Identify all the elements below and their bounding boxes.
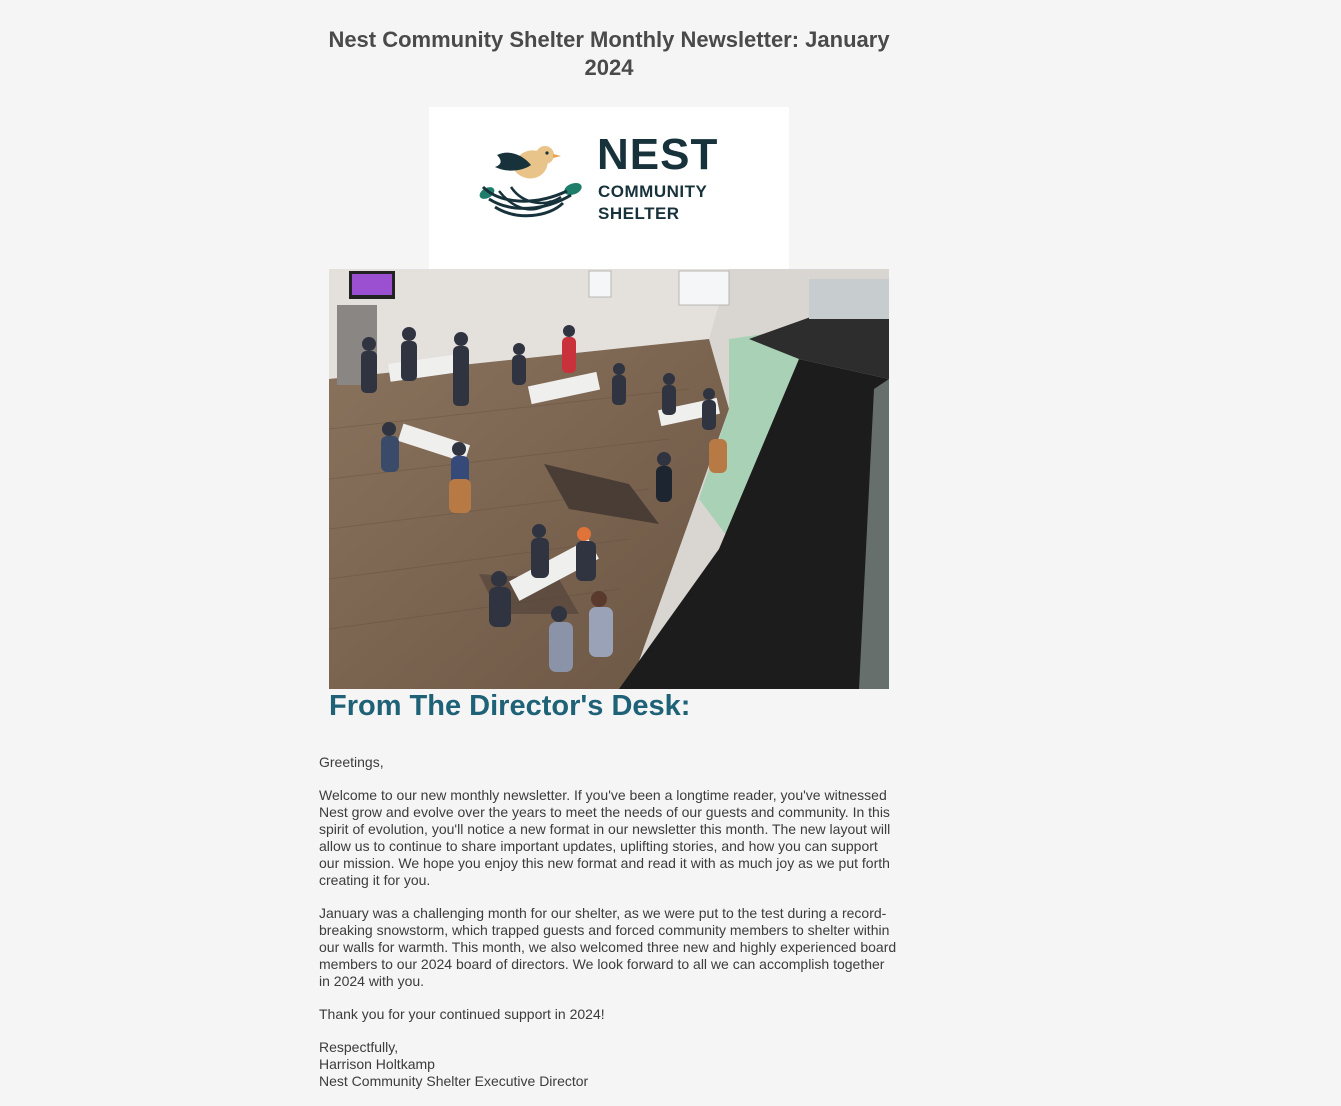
logo-banner [429,107,789,269]
shelter-dining-hall-photo [329,269,889,689]
director-letter [319,754,899,1090]
director-heading: From The Director's Desk: [329,690,691,722]
letter-signer-name: Harrison Holtkamp [319,1056,435,1072]
newsletter-title: Nest Community Shelter Monthly Newsletter: January 2024 [328,27,890,80]
letter-thanks: Thank you for your continued support in 2024! [319,1006,605,1022]
logo-subtitle-line2: SHELTER [598,204,680,223]
letter-greeting: Greetings, [319,754,384,770]
logo-subtitle-line1: COMMUNITY [598,182,708,201]
logo-subtitle [598,181,707,225]
logo-name: NEST [597,130,719,179]
letter-paragraph-1: Welcome to our new monthly newsletter. If you've been a longtime reader, you've witnessed Nest grow and evolve over the years to meet the needs of our guests and community. In this spirit of evolution, you'll notice a new format in our newsletter this month. The new layout will allow us to continue to share important updates, uplifting stories, and how you can support our mission. We hope you enjoy this new format and read it with as much joy as we put forth creating it for you. [319,787,891,888]
letter-signoff: Respectfully, [319,1039,399,1055]
letter-paragraph-2: January was a challenging month for our shelter, as we were put to the test during a record-breaking snowstorm, which trapped guests and forced community members to shelter within our walls for warmth. This month, we also welcomed three new and highly experienced board members to our 2024 board of directors. We look forward to all we can accomplish together in 2024 with you. [319,905,897,989]
letter-signer-title: Nest Community Shelter Executive Director [319,1073,589,1089]
photo-illustration [329,269,889,689]
bird-in-nest-icon [475,141,587,221]
